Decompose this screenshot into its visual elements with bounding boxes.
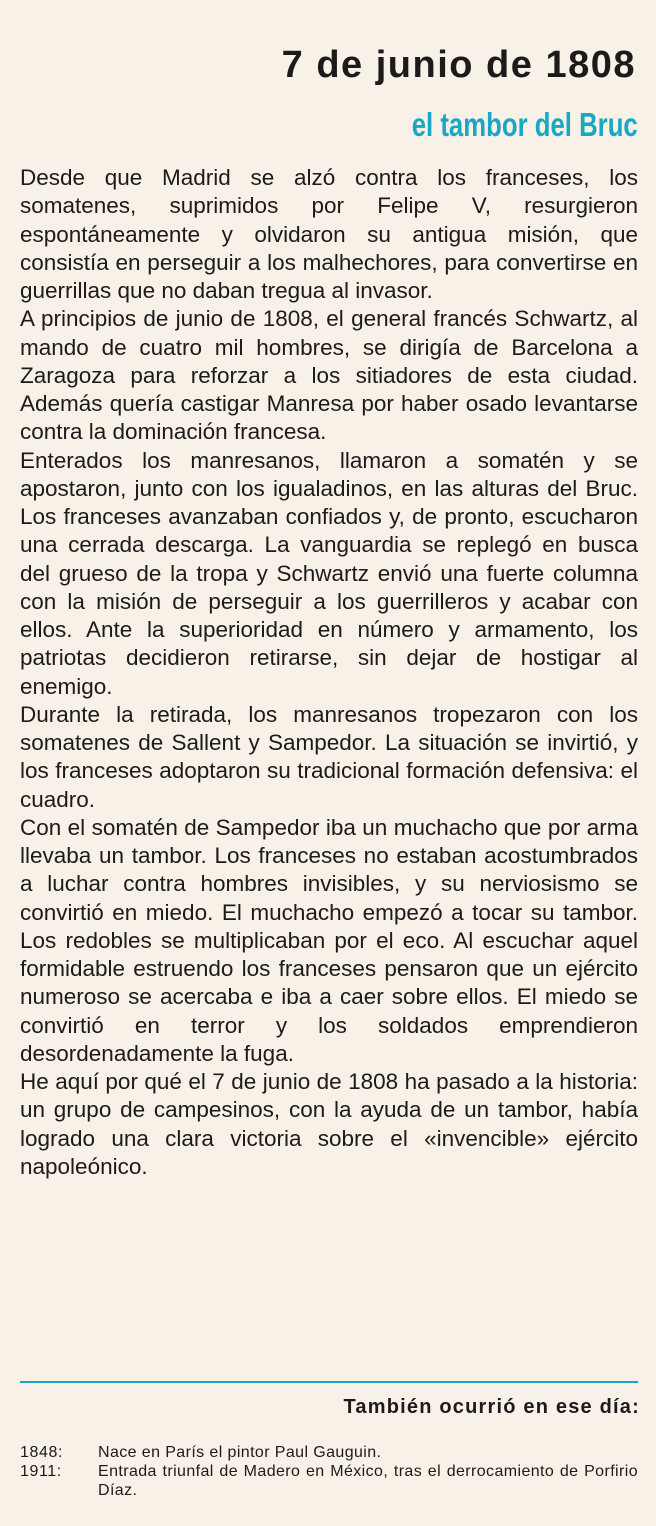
paragraph: A principios de junio de 1808, el general francés Schwartz, al mando de cuatro mil hombres, se dirigía de Barcelona a Zaragoza para reforzar a los sitiadores de esta ciudad. Además quería castigar Manresa por haber osado levantarse contra la dominación francesa. [20, 306, 638, 445]
list-item [20, 1462, 638, 1500]
section-divider [20, 1381, 638, 1383]
events-list [20, 1443, 638, 1500]
paragraph: Enterados los manresanos, llamaron a somatén y se apostaron, junto con los igualadinos, en las alturas del Bruc. Los franceses avanzaban confiados y, de pronto, escucharon una cerrada descarga. La vanguardia se replegó en busca del grueso de la tropa y Schwartz envió una fuerte columna con la misión de perseguir a los guerrilleros y acabar con ellos. Ante la superioridad en número y armamento, los patriotas decidieron retirarse, sin dejar de hostigar al enemigo. [20, 447, 638, 699]
article-body [20, 164, 638, 1181]
paragraph: Desde que Madrid se alzó contra los franceses, los somatenes, suprimidos por Felipe V, resurgieron espontáneamente y olvidaron su antigua misión, que consistía en perseguir a los malhechores, para convertirse en guerrillas que no daban tregua al invasor. [20, 165, 638, 303]
event-year: 1911: [20, 1463, 62, 1480]
paragraph: Durante la retirada, los manresanos tropezaron con los somatenes de Sallent y Sampedor. La situación se invirtió, y los franceses adoptaron su tradicional formación defensiva: el cuadro. [20, 701, 638, 812]
list-item [20, 1443, 638, 1462]
event-year: 1848: [20, 1444, 64, 1461]
event-text: Entrada triunfal de Madero en México, tras el derrocamiento de Porfirio Díaz. [98, 1463, 638, 1499]
page-subtitle: el tambor del Bruc [412, 106, 638, 143]
paragraph: He aquí por qué el 7 de junio de 1808 ha pasado a la historia: un grupo de campesinos, con la ayuda de un tambor, había logrado una clara victoria sobre el «invencible» ejército napoleónico. [20, 1069, 638, 1179]
paragraph: Con el somatén de Sampedor iba un muchacho que por arma llevaba un tambor. Los franceses no estaban acostumbrados a luchar contra hombres invisibles, y su nerviosismo se convirtió en miedo. El muchacho empezó a tocar su tambor. Los redobles se multiplicaban por el eco. Al escuchar aquel formidable estruendo los franceses pensaron que un ejército numeroso se acercaba e iba a caer sobre ellos. El miedo se convirtió en terror y los soldados emprendieron desordenadamente la fuga. [20, 814, 638, 1066]
also-happened-heading: También ocurrió en ese día: [343, 1396, 640, 1418]
page-title: 7 de junio de 1808 [281, 44, 636, 86]
event-text: Nace en París el pintor Paul Gauguin. [98, 1444, 382, 1461]
